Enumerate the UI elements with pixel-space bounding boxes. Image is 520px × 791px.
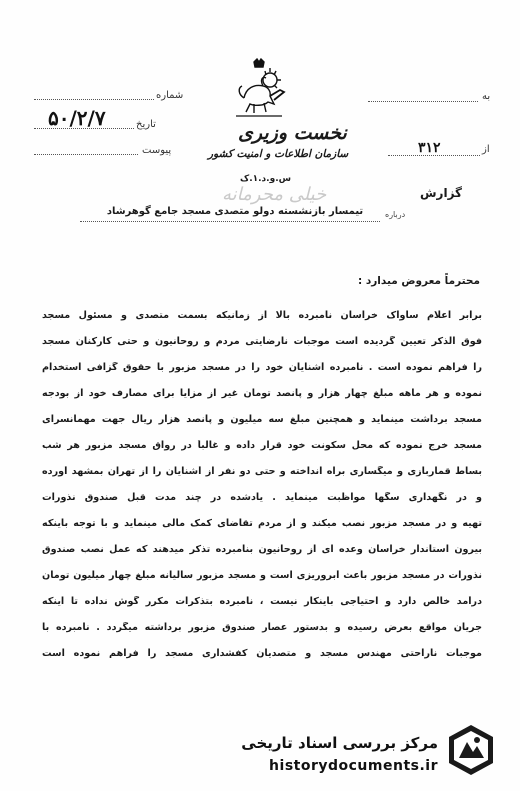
date-value: ۵۰/۲/۷ (48, 106, 106, 130)
number-line (34, 99, 154, 100)
body-line: نموده و هر ماهه مبلغ چهار هزار و پانصد تومان غیر از مزایا برای مصارف خود از بودجه (42, 388, 482, 399)
subject-line (80, 221, 380, 222)
org-code: س.و.د.۱.ک (240, 174, 292, 184)
org-main-title: نخست وزیری (238, 122, 347, 144)
recipient-label: به (482, 91, 491, 102)
subject-label: درباره (385, 210, 406, 219)
attachment-line (34, 154, 138, 155)
body-line: را فراهم نموده است . نامبرده آشنایان خود را در مسجد مزبور با حقوق گزافی استخدام (42, 362, 482, 373)
lion-and-sun-emblem (230, 58, 288, 120)
body-line: جریان مواقع بعرض رسیده و بدستور عصار صندوق مزبور برداشته میگردد . نامبرده با (42, 622, 482, 633)
body-line: برابر اعلام ساواک خراسان نامبرده بالا از زمانیکه بسمت متصدی و مسئول مسجد (42, 310, 482, 321)
from-value: ۳۱۲ (418, 140, 441, 156)
greeting: محترماً معروض میدارد : (358, 275, 480, 287)
number-label: شماره (156, 90, 184, 101)
body-line: درآمد خالص دارد و احتیاجی باینکار نیست ، نامبرده بتذکرات مکرر گوش نداده تا اینکه (42, 596, 482, 607)
body-line: بیرون استاندار خراسان وعده ای از روحانیون بنامبرده تذکر میدهند که عمل نصب صندوق (42, 544, 482, 555)
subject-text: تیمسار بازنشسته دولو متصدی مسجد جامع گوهرشاد (106, 206, 364, 217)
body-line: نذورات در مسجد مزبور باعث آبروریزی است و مسجد مزبور سالیانه مبلغ چهار میلیون تومان (42, 570, 482, 581)
body-line: مسجد برداشت مینماید و همچنین مبلغ سه میلیون و پانصد هزار ریال جهت مهمانسرای (42, 414, 482, 425)
body-line: فوق الذکر تعیین گردیده است موجبات نارضایتی مردم و روحانیون و حتی کارکنان مسجد (42, 336, 482, 347)
body-line: بساط قماربازی و میگساری براه انداخته و حتی دو نفر از آشنایان را از تهران بمشهد آورده (42, 466, 482, 477)
from-label: از (482, 144, 490, 155)
attachment-label: پیوست (142, 145, 172, 156)
watermark-url: historydocuments.ir (269, 758, 438, 774)
report-title: گزارش (420, 186, 463, 200)
classification-stamp: خیلی محرمانه (222, 184, 327, 205)
body-line: و در نگهداری سگها مواظبت مینماید . یادشده در چند مدت قبل صندوق نذورات (42, 492, 482, 503)
body-line: موجبات ناراحتی مهندس مسجد و متصدیان کفشداری مسجد را فراهم نموده است (42, 648, 482, 659)
watermark-title: مرکز بررسی اسناد تاریخی (241, 734, 438, 752)
date-label: تاریخ (136, 119, 156, 130)
body-line: مسجد خرج نموده که محل سکونت خود قرار داده و غالباً در رواق مسجد مزبور هر شب (42, 440, 482, 451)
org-sub-title: سازمان اطلاعات و امنیت کشور (208, 148, 349, 160)
history-documents-logo-icon (443, 722, 499, 778)
body-line: تهیه و در مسجد مزبور نصب میکند و از مردم تقاضای کمک مالی مینماید و با توجه باینکه (42, 518, 482, 529)
recipient-line (368, 101, 478, 102)
